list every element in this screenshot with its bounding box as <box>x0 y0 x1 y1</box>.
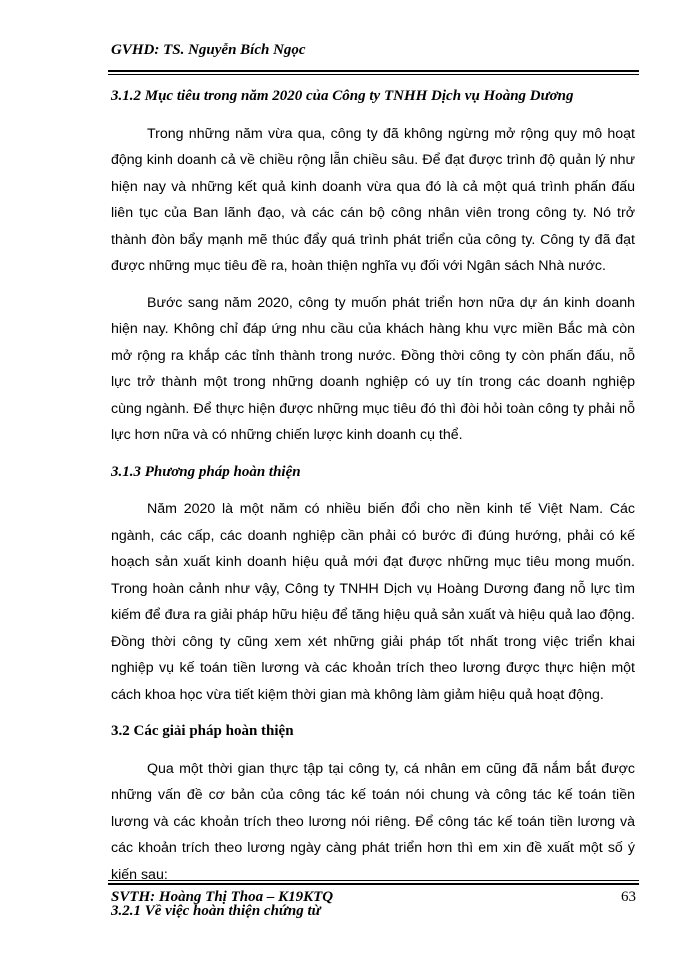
section-heading-3-1-2: 3.1.2 Mục tiêu trong năm 2020 của Công ty TNHH Dịch vụ Hoàng Dương <box>111 88 574 104</box>
paragraph-3-1-2-b: Bước sang năm 2020, công ty muốn phát triển hơn nữa dự án kinh doanh hiện nay. Không chỉ đáp ứng nhu cầu của khách hàng khu vực miền Bắc mà còn mở rộng ra khắp các tỉnh thành trong nước. Đồng thời công ty còn phấn đấu, nỗ lực trở thành một trong những doanh nghiệp có uy tín trong các doanh nghiệp cùng ngành. Để thực hiện được những mục tiêu đó thì đòi hỏi toàn công ty phải nỗ lực hơn nữa và có những chiến lược kinh doanh cụ thể. <box>111 294 635 443</box>
paragraph-3-2: Qua một thời gian thực tập tại công ty, cá nhân em cũng đã nắm bắt được những vấn đề cơ bản của công tác kế toán nói chung và công tác kế toán tiền lương và các khoản trích theo lương nói riêng. Để công tác kế toán tiền lương và các khoản trích theo lương ngày càng phát triển hơn thì em xin đề xuất một số ý kiến sau: <box>111 760 635 883</box>
page-header-supervisor: GVHD: TS. Nguyễn Bích Ngọc <box>111 42 306 58</box>
section-heading-3-2-1: 3.2.1 Về việc hoàn thiện chứng từ <box>111 903 321 919</box>
page-body <box>111 79 635 925</box>
section-heading-3-2: 3.2 Các giải pháp hoàn thiện <box>111 723 294 739</box>
page-footer-student: SVTH: Hoàng Thị Thoa – K19KTQ <box>111 889 334 905</box>
footer-rule <box>108 880 639 885</box>
section-heading-3-1-3: 3.1.3 Phương pháp hoàn thiện <box>111 463 301 480</box>
page-number: 63 <box>621 889 636 905</box>
paragraph-3-1-3: Năm 2020 là một năm có nhiều biến đổi cho nền kinh tế Việt Nam. Các ngành, các cấp, các doanh nghiệp cần phải có bước đi đúng hướng, phải có kế hoạch sản xuất kinh doanh hiệu quả mới đạt được những mục tiêu mong muốn. Trong hoàn cảnh như vậy, Công ty TNHH Dịch vụ Hoàng Dương đang nỗ lực tìm kiếm để đưa ra giải pháp hữu hiệu để tăng hiệu quả sản xuất và hiệu quả lao động. Đồng thời công ty cũng xem xét những giải pháp tốt nhất trong việc triển khai nghiệp vụ kế toán tiền lương và các khoản trích theo lương được thực hiện một cách khoa học vừa tiết kiệm thời gian mà không làm giảm hiệu quả hoạt động. <box>111 501 635 703</box>
paragraph-3-1-2-a: Trong những năm vừa qua, công ty đã không ngừng mở rộng quy mô hoạt động kinh doanh cả về chiều rộng lẫn chiều sâu. Để đạt được trình độ quản lý như hiện nay và những kết quả kinh doanh vừa qua đó là cả một quá trình phấn đấu liên tục của Ban lãnh đạo, và các cán bộ công nhân viên trong công ty. Nó trở thành đòn bẩy mạnh mẽ thúc đẩy quá trình phát triển của công ty. Công ty đã đạt được những mục tiêu đề ra, hoàn thiện nghĩa vụ đối với Ngân sách Nhà nước. <box>111 125 635 274</box>
header-rule <box>108 70 639 75</box>
